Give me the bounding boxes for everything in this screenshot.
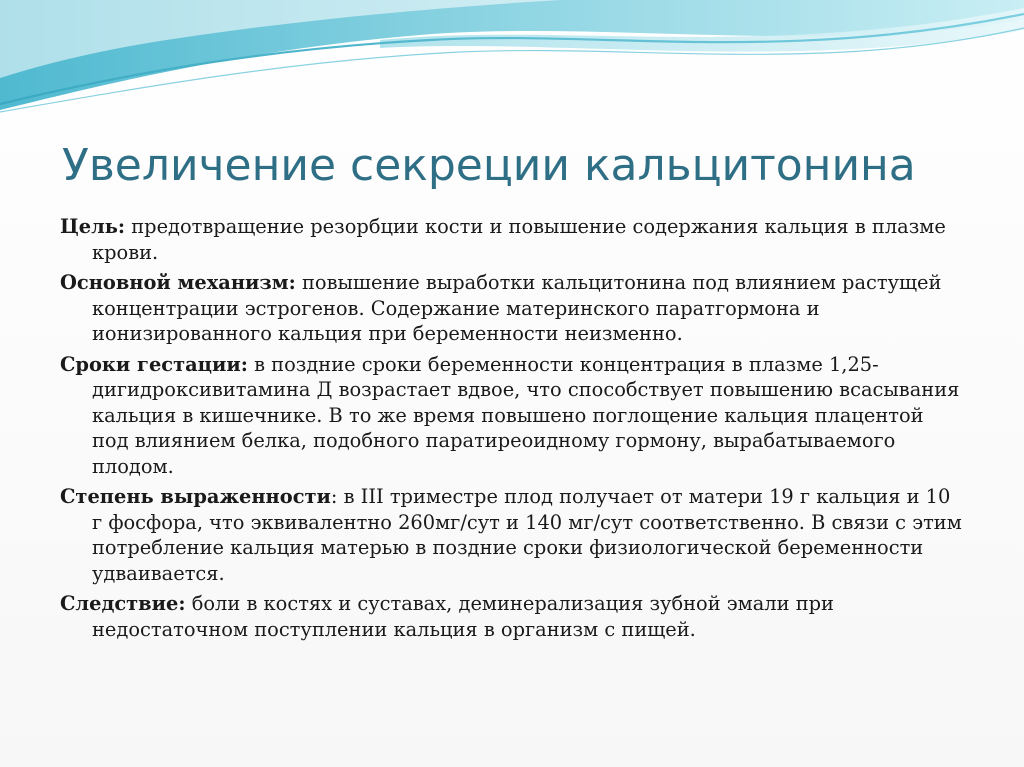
item-term: Следствие:: [60, 592, 186, 615]
item-text: в поздние сроки беременности концентрация в плазме 1,25-дигидроксивитамина Д возрастает вдвое, что способствует повышению всасывания кальция в кишечнике. В то же время повышено поглощение кальция плацентой под влиянием белка, подобного паратиреоидному гормону, вырабатываемого плодом.: [92, 352, 960, 478]
item-term: Степень выраженности: [60, 485, 331, 508]
item-text: повышение выработки кальцитонина под влиянием растущей концентрации эстрогенов. Содержание материнского паратгормона и ионизированного кальция при беременности неизменно.: [92, 271, 942, 345]
bullet-list: [60, 214, 965, 647]
item-term: Сроки гестации:: [60, 352, 248, 376]
list-item: [60, 352, 965, 480]
slide-title: Увеличение секреции кальцитонина: [62, 140, 916, 191]
item-text: предотвращение резорбции кости и повышение содержания кальция в плазме крови.: [92, 215, 946, 264]
item-term: Основной механизм:: [60, 271, 296, 294]
list-item: [60, 484, 965, 586]
list-item: [60, 214, 965, 265]
item-text: : в III триместре плод получает от матери 19 г кальция и 10 г фосфора, что эквивалентно 260мг/сут и 140 мг/сут соответственно. В связи с этим потребление кальция матерью в поздние сроки физиологической беременности удваивается.: [92, 485, 962, 585]
item-text: боли в костях и суставах, деминерализация зубной эмали при недостаточном поступлении кальция в организм с пищей.: [92, 592, 834, 641]
list-item: [60, 270, 965, 347]
header-wave-decoration: [0, 0, 1024, 120]
list-item: [60, 591, 965, 642]
item-term: Цель:: [60, 215, 126, 238]
